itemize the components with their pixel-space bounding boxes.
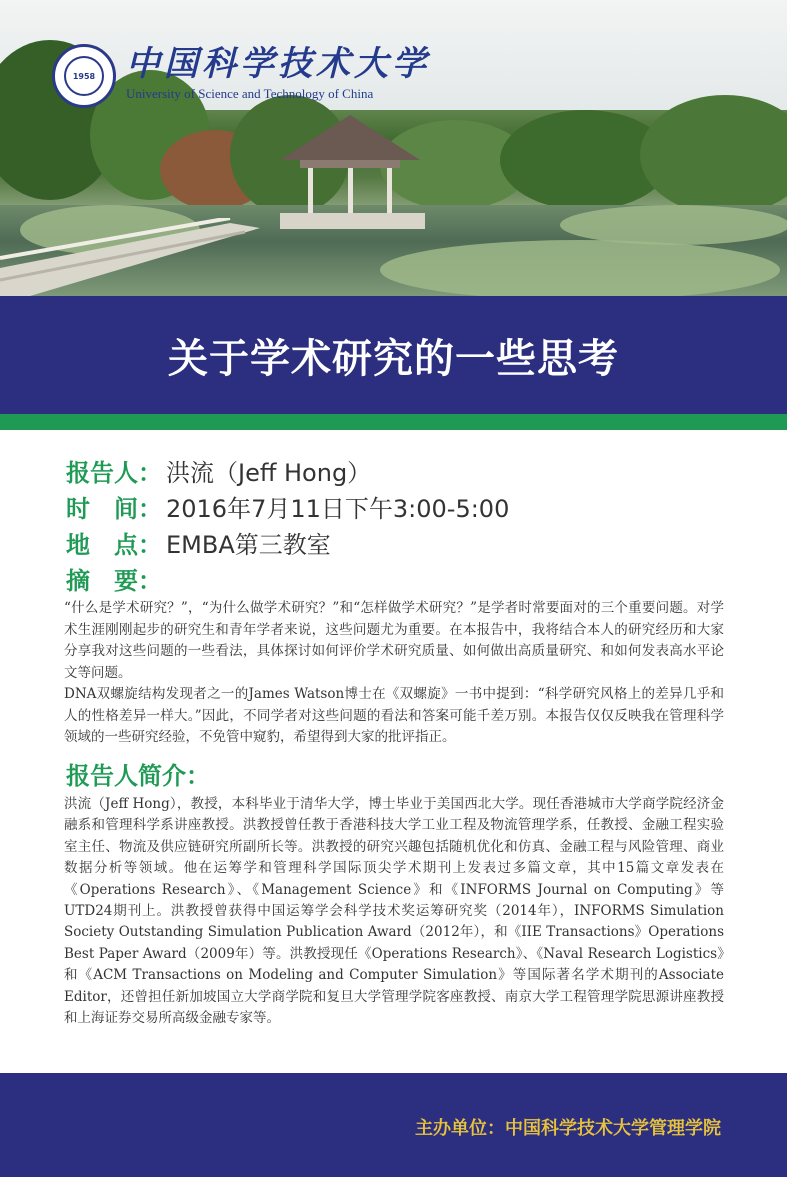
bio-heading: 报告人简介： bbox=[66, 762, 210, 790]
pavilion bbox=[270, 110, 430, 240]
place-label: 地 点 bbox=[66, 530, 138, 559]
lecture-info bbox=[66, 452, 746, 596]
university-seal-icon bbox=[52, 44, 116, 108]
speaker-value: 洪流（Jeff Hong） bbox=[166, 458, 372, 487]
place-value: EMBA第三教室 bbox=[166, 530, 331, 559]
bio-text: 洪流（Jeff Hong），教授，本科毕业于清华大学，博士毕业于美国西北大学。现任香港城市大学商学院经济金融系和管理科学系讲座教授。洪教授曾任教于香港科技大学工业工程及物流管理学系，任教授、金融工程实验室主任、物流及供应链研究所副所长等。洪教授的研究兴趣包括随机优化和仿真、金融工程与风险管理、商业数据分析等领域。他在运筹学和管理科学国际顶尖学术期刊上发表过多篇文章，其中15篇文章发表在《Operations Research》、《Management Science》和《INFORMS Journal on Computing》等UTD24期刊上。洪教授曾获得中国运筹学会科学技术奖运筹研究奖（2014年），INFORMS Simulation Society Outstanding Simulation Publication Award（2012年），和《IIE Transactions》Operations Best Paper Award（2009年）等。洪教授现任《Operations Research》、《Naval Research Logistics》和《ACM Transactions on Modeling and Computer Simulation》等国际著名学术期刊的Associate Editor，还曾担任新加坡国立大学商学院和复旦大学管理学院客座教授、南京大学工程管理学院思源讲座教授和上海证券交易所高级金融专家等。 bbox=[64, 796, 724, 1027]
logo-chinese-name: 中国科学技术大学 bbox=[126, 44, 430, 84]
campus-photo bbox=[0, 0, 787, 296]
time-value: 2016年7月11日下午3:00-5:00 bbox=[166, 494, 510, 523]
bridge bbox=[0, 218, 260, 296]
lotus-leaves bbox=[380, 240, 780, 296]
colon: ： bbox=[138, 494, 162, 523]
abstract-text bbox=[64, 598, 724, 749]
abstract-paragraph-2: DNA双螺旋结构发现者之一的James Watson博士在《双螺旋》一书中提到：“科学研究风格上的差异几乎和人的性格差异一样大。”因此，不同学者对这些问题的看法和答案可能千差万别。本报告仅仅反映我在管理科学领域的一些研究经验，不免管中窥豹，希望得到大家的批评指正。 bbox=[64, 686, 724, 745]
footer-band bbox=[0, 1073, 787, 1177]
green-stripe bbox=[0, 414, 787, 430]
logo-text bbox=[126, 44, 430, 102]
speaker-row bbox=[66, 452, 746, 488]
place-row bbox=[66, 524, 746, 560]
colon: ： bbox=[138, 530, 162, 559]
time-row bbox=[66, 488, 746, 524]
abstract-row bbox=[66, 560, 746, 596]
abstract-label: 摘 要 bbox=[66, 566, 138, 595]
time-label: 时 间 bbox=[66, 494, 138, 523]
title-band bbox=[0, 296, 787, 414]
colon: ： bbox=[138, 458, 162, 487]
colon: ： bbox=[138, 566, 162, 595]
speaker-label: 报告人 bbox=[66, 458, 138, 487]
seal-year: 1958 bbox=[64, 56, 104, 96]
lotus-leaves bbox=[560, 205, 787, 245]
abstract-paragraph-1: “什么是学术研究？”，“为什么做学术研究？”和“怎样做学术研究？”是学者时常要面对的三个重要问题。对学术生涯刚刚起步的研究生和青年学者来说，这些问题尤为重要。在本报告中，我将结合本人的研究经历和大家分享我对这些问题的一些看法，具体探讨如何评价学术研究质量、如何做出高质量研究、和如何发表高水平论文等问题。 bbox=[64, 600, 724, 681]
organizer: 主办单位：中国科学技术大学管理学院 bbox=[415, 1118, 721, 1139]
tree bbox=[640, 95, 787, 215]
lecture-title: 关于学术研究的一些思考 bbox=[168, 335, 619, 382]
logo-english-name: University of Science and Technology of China bbox=[126, 86, 374, 101]
university-logo bbox=[52, 44, 430, 108]
